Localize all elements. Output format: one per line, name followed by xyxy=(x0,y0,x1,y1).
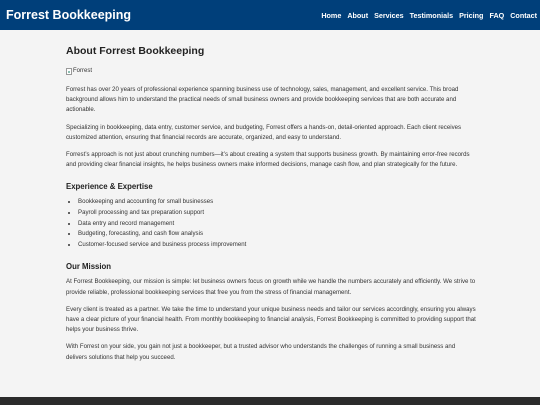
top-navbar xyxy=(0,0,540,30)
about-paragraph-2: Specializing in bookkeeping, data entry, customer service, and budgeting, Forrest offers a hands-on, detail-oriented approach. Each client receives customized attention, ensuring that financial records are accurate, organized, and easy to understand. xyxy=(66,123,462,141)
nav-link-faq[interactable]: FAQ xyxy=(489,10,505,20)
main-content xyxy=(66,44,476,370)
mission-paragraph-2: Every client is treated as a partner. We take the time to understand your unique business needs and tailor our services accordingly, ensuring you always have a clear picture of your financial health. From monthly bookkeeping to financial analysis, Forrest Bookkeeping is committed to providing support that helps your business thrive. xyxy=(66,305,476,334)
nav-link-services[interactable]: Services xyxy=(374,10,404,20)
page-footer xyxy=(0,397,540,405)
page-title: About Forrest Bookkeeping xyxy=(66,45,205,57)
mission-paragraph-3: With Forrest on your side, you gain not just a bookkeeper, but a trusted advisor who understands the challenges of running a small business and delivers solutions that help you succeed. xyxy=(66,343,456,361)
nav-link-contact[interactable]: Contact xyxy=(510,10,537,20)
about-paragraph-3: Forrest’s approach is not just about crunching numbers—it’s about creating a system that supports business growth. By maintaining error-free records and providing clear financial insights, he helps business owners make informed decisions, manage cash flow, and plan strategically for the future. xyxy=(66,151,470,169)
expertise-list xyxy=(66,197,476,250)
site-brand[interactable]: Forrest Bookkeeping xyxy=(6,8,132,22)
expertise-item: • Customer-focused service and business process improvement xyxy=(78,240,476,251)
expertise-item: • Data entry and record management xyxy=(78,219,476,230)
nav-links xyxy=(315,11,537,20)
expertise-item: • Payroll processing and tax preparation support xyxy=(78,208,476,219)
nav-link-testimonials[interactable]: Testimonials xyxy=(409,10,454,20)
expertise-heading: Experience & Expertise xyxy=(66,182,153,192)
broken-image-icon xyxy=(66,68,72,75)
nav-link-home[interactable]: Home xyxy=(321,10,342,20)
profile-image-alt: Forrest xyxy=(73,67,93,74)
mission-paragraph-1: At Forrest Bookkeeping, our mission is simple: let business owners focus on growth while we handle the numbers accurately and efficiently. We strive to provide reliable, professional bookkeeping services that free you from the stress of financial management. xyxy=(66,278,476,296)
expertise-item: • Bookkeeping and accounting for small businesses xyxy=(78,197,476,208)
nav-link-pricing[interactable]: Pricing xyxy=(459,10,484,20)
expertise-item: • Budgeting, forecasting, and cash flow analysis xyxy=(78,229,476,240)
mission-heading: Our Mission xyxy=(66,262,112,272)
about-paragraph-1: Forrest has over 20 years of professional experience spanning business use of technology, sales, management, and excellent service. This broad background allows him to understand the practical needs of small business owners and provide bookkeeping services that are both accurate and actionable. xyxy=(66,86,459,114)
nav-link-about[interactable]: About xyxy=(347,10,369,20)
profile-image xyxy=(66,66,476,76)
